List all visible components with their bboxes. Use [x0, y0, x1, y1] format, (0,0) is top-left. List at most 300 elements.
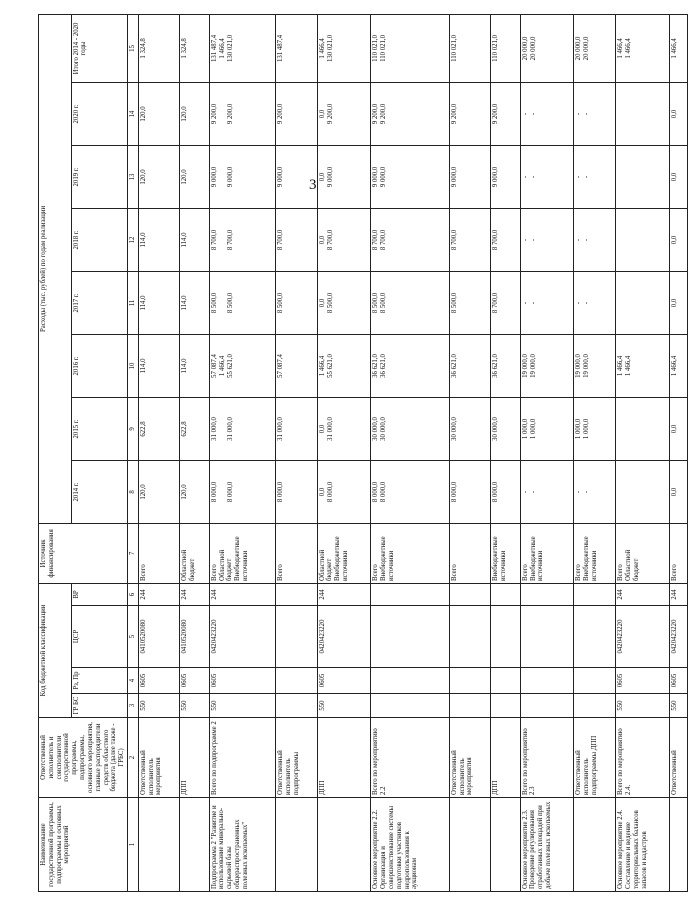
- year-value-cell-line: -: [529, 301, 537, 305]
- total-value-cell-line: 1 466,4: [318, 38, 326, 59]
- year-value-cell-line: -: [529, 238, 537, 242]
- year-value-cell-line: 8 500,0: [380, 292, 388, 314]
- funding-source-cell-line: Всего: [521, 564, 529, 581]
- year-value-cell-line: 114,0: [181, 358, 189, 374]
- year-value-cell-line: -: [575, 301, 583, 305]
- total-value-cell-line: 1 324,8: [139, 38, 147, 59]
- year-value-cell: [520, 208, 574, 271]
- budget-table: [38, 14, 688, 892]
- year-value-cell: [616, 460, 670, 523]
- year-value-cell: [371, 334, 449, 397]
- year-value-cell: [574, 334, 616, 397]
- csr-cell: 0410520080: [138, 606, 180, 668]
- funding-source-cell-line: Всего: [210, 564, 218, 581]
- year-value-cell: [491, 82, 520, 145]
- year-value-cell-line: 36 621,0: [450, 354, 458, 378]
- year-value-cell-line: 55 621,0: [326, 354, 334, 378]
- year-value-cell-line: 31 000,0: [326, 417, 334, 441]
- year-value-cell-line: 114,0: [181, 295, 189, 311]
- year-value-cell-line: 8 000,0: [276, 481, 284, 503]
- header-year-2017: 2017 г.: [71, 271, 127, 334]
- year-value-cell-line: 30 000,0: [492, 417, 500, 441]
- responsible-cell: Всего по мероприятию 2.4.: [616, 718, 670, 798]
- funding-source-cell-line: Областной бюджет: [318, 549, 334, 581]
- year-value-cell: [670, 460, 687, 523]
- csr-cell: [491, 606, 520, 668]
- year-value-cell-line: 55 621,0: [226, 354, 234, 378]
- vr-cell: 244: [317, 583, 371, 605]
- column-number: 13: [127, 145, 138, 208]
- year-value-cell-line: 9 000,0: [210, 166, 218, 188]
- year-value-cell: [209, 271, 275, 334]
- total-value-cell: [180, 14, 209, 82]
- year-value-cell-line: 36 621,0: [372, 354, 380, 378]
- funding-source-cell: [138, 523, 180, 583]
- year-value-cell: [491, 460, 520, 523]
- csr-cell: [520, 606, 574, 668]
- total-value-cell: [371, 14, 449, 82]
- column-number: 14: [127, 82, 138, 145]
- responsible-cell: Всего по мероприятию 2.3: [520, 718, 574, 798]
- header-budget-code: Код бюджетной классификации: [39, 583, 72, 717]
- year-value-cell: [520, 145, 574, 208]
- funding-source-cell-line: Внебюджетные источники: [380, 536, 396, 581]
- rzpr-cell: 0605: [138, 668, 180, 694]
- year-value-cell-line: 1 000,0: [529, 418, 537, 440]
- year-value-cell-line: 8 700,0: [492, 229, 500, 251]
- csr-cell: [449, 606, 491, 668]
- year-value-cell-line: 9 200,0: [380, 103, 388, 125]
- year-value-cell-line: 8 000,0: [380, 481, 388, 503]
- year-value-cell: [138, 208, 180, 271]
- table-row: [449, 14, 491, 891]
- vr-cell: [520, 583, 574, 605]
- rzpr-cell: [574, 668, 616, 694]
- year-value-cell-line: 0,0: [671, 109, 679, 119]
- year-value-cell-line: 8 700,0: [276, 229, 284, 251]
- year-value-cell-line: 9 000,0: [450, 166, 458, 188]
- rzpr-cell: 0605: [616, 668, 670, 694]
- year-value-cell-line: 8 000,0: [492, 481, 500, 503]
- year-value-cell-line: 8 700,0: [492, 292, 500, 314]
- year-value-cell: [138, 145, 180, 208]
- year-value-cell-line: -: [575, 175, 583, 179]
- total-value-cell: [520, 14, 574, 82]
- header-responsible: Ответственный исполнитель и соисполнители государственной программы, подпрограммы, основного мероприятия, главные распорядители средств областного бюджета (далее также - ГРБС): [39, 718, 128, 798]
- year-value-cell-line: 0,0: [671, 235, 679, 245]
- total-value-cell-line: 110 021,0: [450, 34, 458, 62]
- year-value-cell-line: [625, 85, 633, 143]
- column-number: 4: [127, 668, 138, 694]
- total-value-cell-line: 110 021,0: [380, 34, 388, 62]
- year-value-cell: [574, 271, 616, 334]
- year-value-cell: [670, 271, 687, 334]
- year-value-cell-line: 8 500,0: [276, 292, 284, 314]
- year-value-cell-line: 9 000,0: [226, 166, 234, 188]
- year-value-cell-line: 36 621,0: [492, 354, 500, 378]
- year-value-cell-line: 8 700,0: [450, 229, 458, 251]
- year-value-cell: [371, 397, 449, 460]
- year-value-cell-line: [625, 148, 633, 206]
- year-value-cell-line: 1 466,4: [318, 355, 326, 377]
- total-value-cell-line: 1 466,4: [218, 38, 226, 59]
- funding-source-cell-line: Всего: [450, 564, 458, 581]
- table-row: [180, 14, 209, 891]
- year-value-cell-line: 0,0: [318, 424, 326, 434]
- rzpr-cell: [371, 668, 449, 694]
- year-value-cell: [520, 334, 574, 397]
- rzpr-cell: [491, 668, 520, 694]
- grbs-cell: [449, 694, 491, 718]
- year-value-cell-line: 0,0: [318, 235, 326, 245]
- rzpr-cell: [275, 668, 317, 694]
- responsible-cell: Всего по подпрограмме 2: [209, 718, 275, 798]
- funding-source-cell-line: Всего: [671, 564, 679, 581]
- year-value-cell: [670, 82, 687, 145]
- year-value-cell: [371, 208, 449, 271]
- header-name: Наименование государственной программы, подпрограммы и основных мероприятий: [39, 798, 128, 892]
- total-value-cell: [574, 14, 616, 82]
- year-value-cell-line: 114,0: [139, 295, 147, 311]
- responsible-cell: Ответственный исполнитель подпрограммы ДПП: [574, 718, 616, 798]
- year-value-cell-line: 9 200,0: [450, 103, 458, 125]
- column-number: 12: [127, 208, 138, 271]
- year-value-cell: [520, 397, 574, 460]
- year-value-cell-line: 120,0: [139, 484, 147, 500]
- year-value-cell-line: 622,8: [181, 421, 189, 437]
- year-value-cell-line: 0,0: [671, 487, 679, 497]
- year-value-cell-line: 0,0: [318, 172, 326, 182]
- total-value-cell-line: 131 487,4: [210, 34, 218, 63]
- grbs-cell: [371, 694, 449, 718]
- csr-cell: 0420423220: [317, 606, 371, 668]
- total-value-cell-line: 1 466,4: [671, 38, 679, 59]
- year-value-cell-line: 8 700,0: [226, 229, 234, 251]
- table-row: [574, 14, 616, 891]
- year-value-cell: [275, 271, 317, 334]
- year-value-cell: [138, 271, 180, 334]
- year-value-cell: [574, 145, 616, 208]
- funding-source-cell: [574, 523, 616, 583]
- year-value-cell-line: [219, 400, 227, 458]
- year-value-cell-line: 57 087,4: [210, 354, 218, 378]
- year-value-cell-line: 0,0: [671, 298, 679, 308]
- year-value-cell-line: 120,0: [181, 106, 189, 122]
- year-value-cell-line: [219, 85, 227, 143]
- csr-cell: 0420423220: [616, 606, 670, 668]
- year-value-cell-line: -: [521, 238, 529, 242]
- year-value-cell-line: [219, 274, 227, 332]
- year-value-cell: [180, 334, 209, 397]
- year-value-cell: [520, 460, 574, 523]
- year-value-cell: [449, 397, 491, 460]
- funding-source-cell: [180, 523, 209, 583]
- vr-cell: 244: [138, 583, 180, 605]
- grbs-cell: [275, 694, 317, 718]
- year-value-cell-line: -: [583, 175, 591, 179]
- funding-source-cell-line: Внебюджетные источники: [334, 536, 349, 581]
- year-value-cell-line: 1 000,0: [521, 418, 529, 440]
- header-year-2019: 2019 г.: [71, 145, 127, 208]
- program-name-cell: Подпрограмма 2 "Развитие и использование минерально-сырьевой базы общераспространенных полезных ископаемых": [209, 798, 275, 892]
- vr-cell: 244: [180, 583, 209, 605]
- csr-cell: 0420423220: [209, 606, 275, 668]
- rotated-table-wrapper: [38, 22, 679, 892]
- total-value-cell-line: 1 466,4: [625, 38, 633, 59]
- year-value-cell-line: 120,0: [181, 169, 189, 185]
- column-number: 9: [127, 397, 138, 460]
- year-value-cell-line: 114,0: [181, 232, 189, 248]
- total-value-cell: [275, 14, 317, 82]
- program-name-cell: [491, 798, 520, 892]
- table-body: [138, 14, 687, 891]
- year-value-cell: [670, 145, 687, 208]
- year-value-cell-line: 9 200,0: [326, 103, 334, 125]
- year-value-cell-line: 19 000,0: [583, 354, 591, 378]
- column-number: 10: [127, 334, 138, 397]
- year-value-cell: [138, 460, 180, 523]
- year-value-cell-line: 8 000,0: [372, 481, 380, 503]
- year-value-cell-line: 9 200,0: [226, 103, 234, 125]
- total-value-cell-line: 110 021,0: [372, 34, 380, 62]
- total-value-cell-line: 20 000,0: [529, 36, 537, 61]
- year-value-cell-line: 9 200,0: [372, 103, 380, 125]
- year-value-cell: [574, 460, 616, 523]
- csr-cell: [371, 606, 449, 668]
- year-value-cell: [616, 145, 670, 208]
- header-year-2016: 2016 г.: [71, 334, 127, 397]
- year-value-cell: [317, 397, 371, 460]
- year-value-cell-line: 114,0: [139, 232, 147, 248]
- year-value-cell: [138, 397, 180, 460]
- year-value-cell: [574, 82, 616, 145]
- grbs-cell: 550: [209, 694, 275, 718]
- year-value-cell-line: -: [521, 490, 529, 494]
- year-value-cell: [616, 334, 670, 397]
- year-value-cell: [275, 334, 317, 397]
- rzpr-cell: 0605: [209, 668, 275, 694]
- header-year-2014: 2014 г.: [71, 460, 127, 523]
- year-value-cell: [180, 208, 209, 271]
- year-value-cell-line: 19 000,0: [575, 354, 583, 378]
- year-value-cell: [180, 271, 209, 334]
- year-value-cell: [275, 208, 317, 271]
- year-value-cell-line: 30 000,0: [372, 417, 380, 441]
- year-value-cell-line: -: [583, 112, 591, 116]
- program-name-cell: Основное мероприятие 2.4. Составление и ведение территориальных балансов запасов и кадастров: [616, 798, 670, 892]
- program-name-cell: [317, 798, 371, 892]
- year-value-cell-line: 0,0: [318, 109, 326, 119]
- year-value-cell-line: 30 000,0: [450, 417, 458, 441]
- year-value-cell-line: 8 700,0: [372, 229, 380, 251]
- year-value-cell: [616, 82, 670, 145]
- grbs-cell: 550: [616, 694, 670, 718]
- responsible-cell: ДПП: [317, 718, 371, 798]
- year-value-cell: [670, 208, 687, 271]
- year-value-cell-line: [219, 463, 227, 521]
- header-year-2020: 2020 г.: [71, 82, 127, 145]
- rzpr-cell: [449, 668, 491, 694]
- funding-source-cell-line: Внебюджетные источники: [492, 536, 508, 581]
- csr-cell: [275, 606, 317, 668]
- year-value-cell-line: [625, 463, 633, 521]
- funding-source-cell-line: Всего: [575, 564, 583, 581]
- total-value-cell-line: 1 324,8: [181, 38, 189, 59]
- program-name-cell: [180, 798, 209, 892]
- responsible-cell: Ответственный исполнитель подпрограммы: [275, 718, 317, 798]
- funding-source-cell-line: Областной бюджет: [218, 549, 234, 581]
- responsible-cell: Ответственный исполнитель мероприятия: [449, 718, 491, 798]
- total-value-cell: [449, 14, 491, 82]
- table-row: [371, 14, 449, 891]
- rzpr-cell: 0605: [180, 668, 209, 694]
- table-row: [317, 14, 371, 891]
- year-value-cell-line: 8 500,0: [372, 292, 380, 314]
- program-name-cell: Основное мероприятие 2.3. Проведение регулирования отработанных площадей при добыче полезных ископаемых: [520, 798, 574, 892]
- year-value-cell: [371, 82, 449, 145]
- vr-cell: 244: [209, 583, 275, 605]
- year-value-cell-line: 30 000,0: [380, 417, 388, 441]
- funding-source-cell: [209, 523, 275, 583]
- year-value-cell-line: [625, 400, 633, 458]
- program-name-cell: [574, 798, 616, 892]
- year-value-cell-line: 0,0: [318, 487, 326, 497]
- year-value-cell: [616, 271, 670, 334]
- year-value-cell: [449, 334, 491, 397]
- year-value-cell-line: 8 000,0: [226, 481, 234, 503]
- year-value-cell-line: -: [529, 490, 537, 494]
- year-value-cell: [371, 145, 449, 208]
- total-value-cell: [491, 14, 520, 82]
- year-value-cell-line: 57 087,4: [276, 354, 284, 378]
- grbs-cell: 550: [180, 694, 209, 718]
- rzpr-cell: 0605: [317, 668, 371, 694]
- year-value-cell-line: -: [521, 175, 529, 179]
- year-value-cell-line: 8 500,0: [450, 292, 458, 314]
- header-year-2015: 2015 г.: [71, 397, 127, 460]
- year-value-cell: [209, 145, 275, 208]
- year-value-cell-line: 1 000,0: [583, 418, 591, 440]
- total-value-cell-line: 20 000,0: [583, 36, 591, 61]
- year-value-cell: [449, 208, 491, 271]
- column-number: 6: [127, 583, 138, 605]
- total-value-cell: [209, 14, 275, 82]
- year-value-cell-line: [219, 148, 227, 206]
- year-value-cell: [317, 460, 371, 523]
- csr-cell: 0420423220: [670, 606, 687, 668]
- year-value-cell: [574, 397, 616, 460]
- funding-source-cell-line: Областной бюджет: [625, 549, 641, 581]
- year-value-cell: [275, 145, 317, 208]
- year-value-cell-line: -: [575, 112, 583, 116]
- year-value-cell: [317, 208, 371, 271]
- year-value-cell-line: 9 000,0: [276, 166, 284, 188]
- year-value-cell-line: 120,0: [181, 484, 189, 500]
- funding-source-cell-line: Внебюджетные источники: [583, 536, 599, 581]
- header-grbs: ГР БС: [71, 694, 127, 718]
- year-value-cell-line: 114,0: [139, 358, 147, 374]
- year-value-cell-line: [617, 148, 625, 206]
- total-value-cell-line: 110 021,0: [492, 34, 500, 62]
- grbs-cell: 550: [138, 694, 180, 718]
- funding-source-cell: [371, 523, 449, 583]
- year-value-cell: [180, 397, 209, 460]
- total-value-cell: [138, 14, 180, 82]
- header-total: Итого 2014 - 2020 годы: [71, 14, 127, 82]
- total-value-cell-line: 20 000,0: [575, 36, 583, 61]
- csr-cell: [574, 606, 616, 668]
- year-value-cell: [449, 82, 491, 145]
- year-value-cell: [317, 271, 371, 334]
- year-value-cell: [180, 460, 209, 523]
- table-row: [616, 14, 670, 891]
- funding-source-cell: [449, 523, 491, 583]
- year-value-cell-line: 9 000,0: [372, 166, 380, 188]
- grbs-cell: 550: [317, 694, 371, 718]
- year-value-cell-line: [625, 274, 633, 332]
- year-value-cell-line: -: [529, 175, 537, 179]
- year-value-cell-line: 9 000,0: [380, 166, 388, 188]
- year-value-cell-line: 9 000,0: [492, 166, 500, 188]
- year-value-cell-line: -: [521, 301, 529, 305]
- year-value-cell-line: 8 000,0: [450, 481, 458, 503]
- year-value-cell: [209, 82, 275, 145]
- year-value-cell-line: 1 466,4: [671, 355, 679, 377]
- year-value-cell-line: 8 000,0: [210, 481, 218, 503]
- column-number: 15: [127, 14, 138, 82]
- funding-source-cell: [275, 523, 317, 583]
- column-number: 2: [127, 718, 138, 798]
- funding-source-cell: [670, 523, 687, 583]
- responsible-cell: Всего по мероприятию 2.2: [371, 718, 449, 798]
- year-value-cell: [670, 334, 687, 397]
- year-value-cell-line: 8 000,0: [326, 481, 334, 503]
- year-value-cell: [449, 271, 491, 334]
- year-value-cell-line: 36 621,0: [380, 354, 388, 378]
- funding-source-cell-line: Областной бюджет: [181, 549, 197, 581]
- year-value-cell: [449, 460, 491, 523]
- responsible-cell: ДПП: [180, 718, 209, 798]
- vr-cell: [275, 583, 317, 605]
- year-value-cell: [209, 334, 275, 397]
- funding-source-cell-line: Внебюджетные источники: [529, 536, 545, 581]
- year-value-cell: [491, 397, 520, 460]
- year-value-cell: [180, 145, 209, 208]
- year-value-cell: [491, 145, 520, 208]
- year-value-cell: [317, 82, 371, 145]
- column-number: 5: [127, 606, 138, 668]
- table-row: [670, 14, 687, 891]
- year-value-cell-line: 8 500,0: [210, 292, 218, 314]
- rzpr-cell: [520, 668, 574, 694]
- year-value-cell: [138, 82, 180, 145]
- responsible-cell: Ответственный: [670, 718, 687, 798]
- vr-cell: 244: [616, 583, 670, 605]
- year-value-cell-line: 1 466,4: [617, 355, 625, 377]
- year-value-cell: [275, 460, 317, 523]
- year-value-cell-line: [617, 463, 625, 521]
- table-row: [209, 14, 275, 891]
- column-number: 8: [127, 460, 138, 523]
- year-value-cell: [371, 271, 449, 334]
- year-value-cell-line: [617, 85, 625, 143]
- year-value-cell: [491, 334, 520, 397]
- year-value-cell-line: 0,0: [318, 298, 326, 308]
- vr-cell: [491, 583, 520, 605]
- year-value-cell: [670, 397, 687, 460]
- program-name-cell: Основное мероприятие 2.2. Организация и совершенствование системы подготовки участников недропользования к аукционам: [371, 798, 449, 892]
- grbs-cell: [491, 694, 520, 718]
